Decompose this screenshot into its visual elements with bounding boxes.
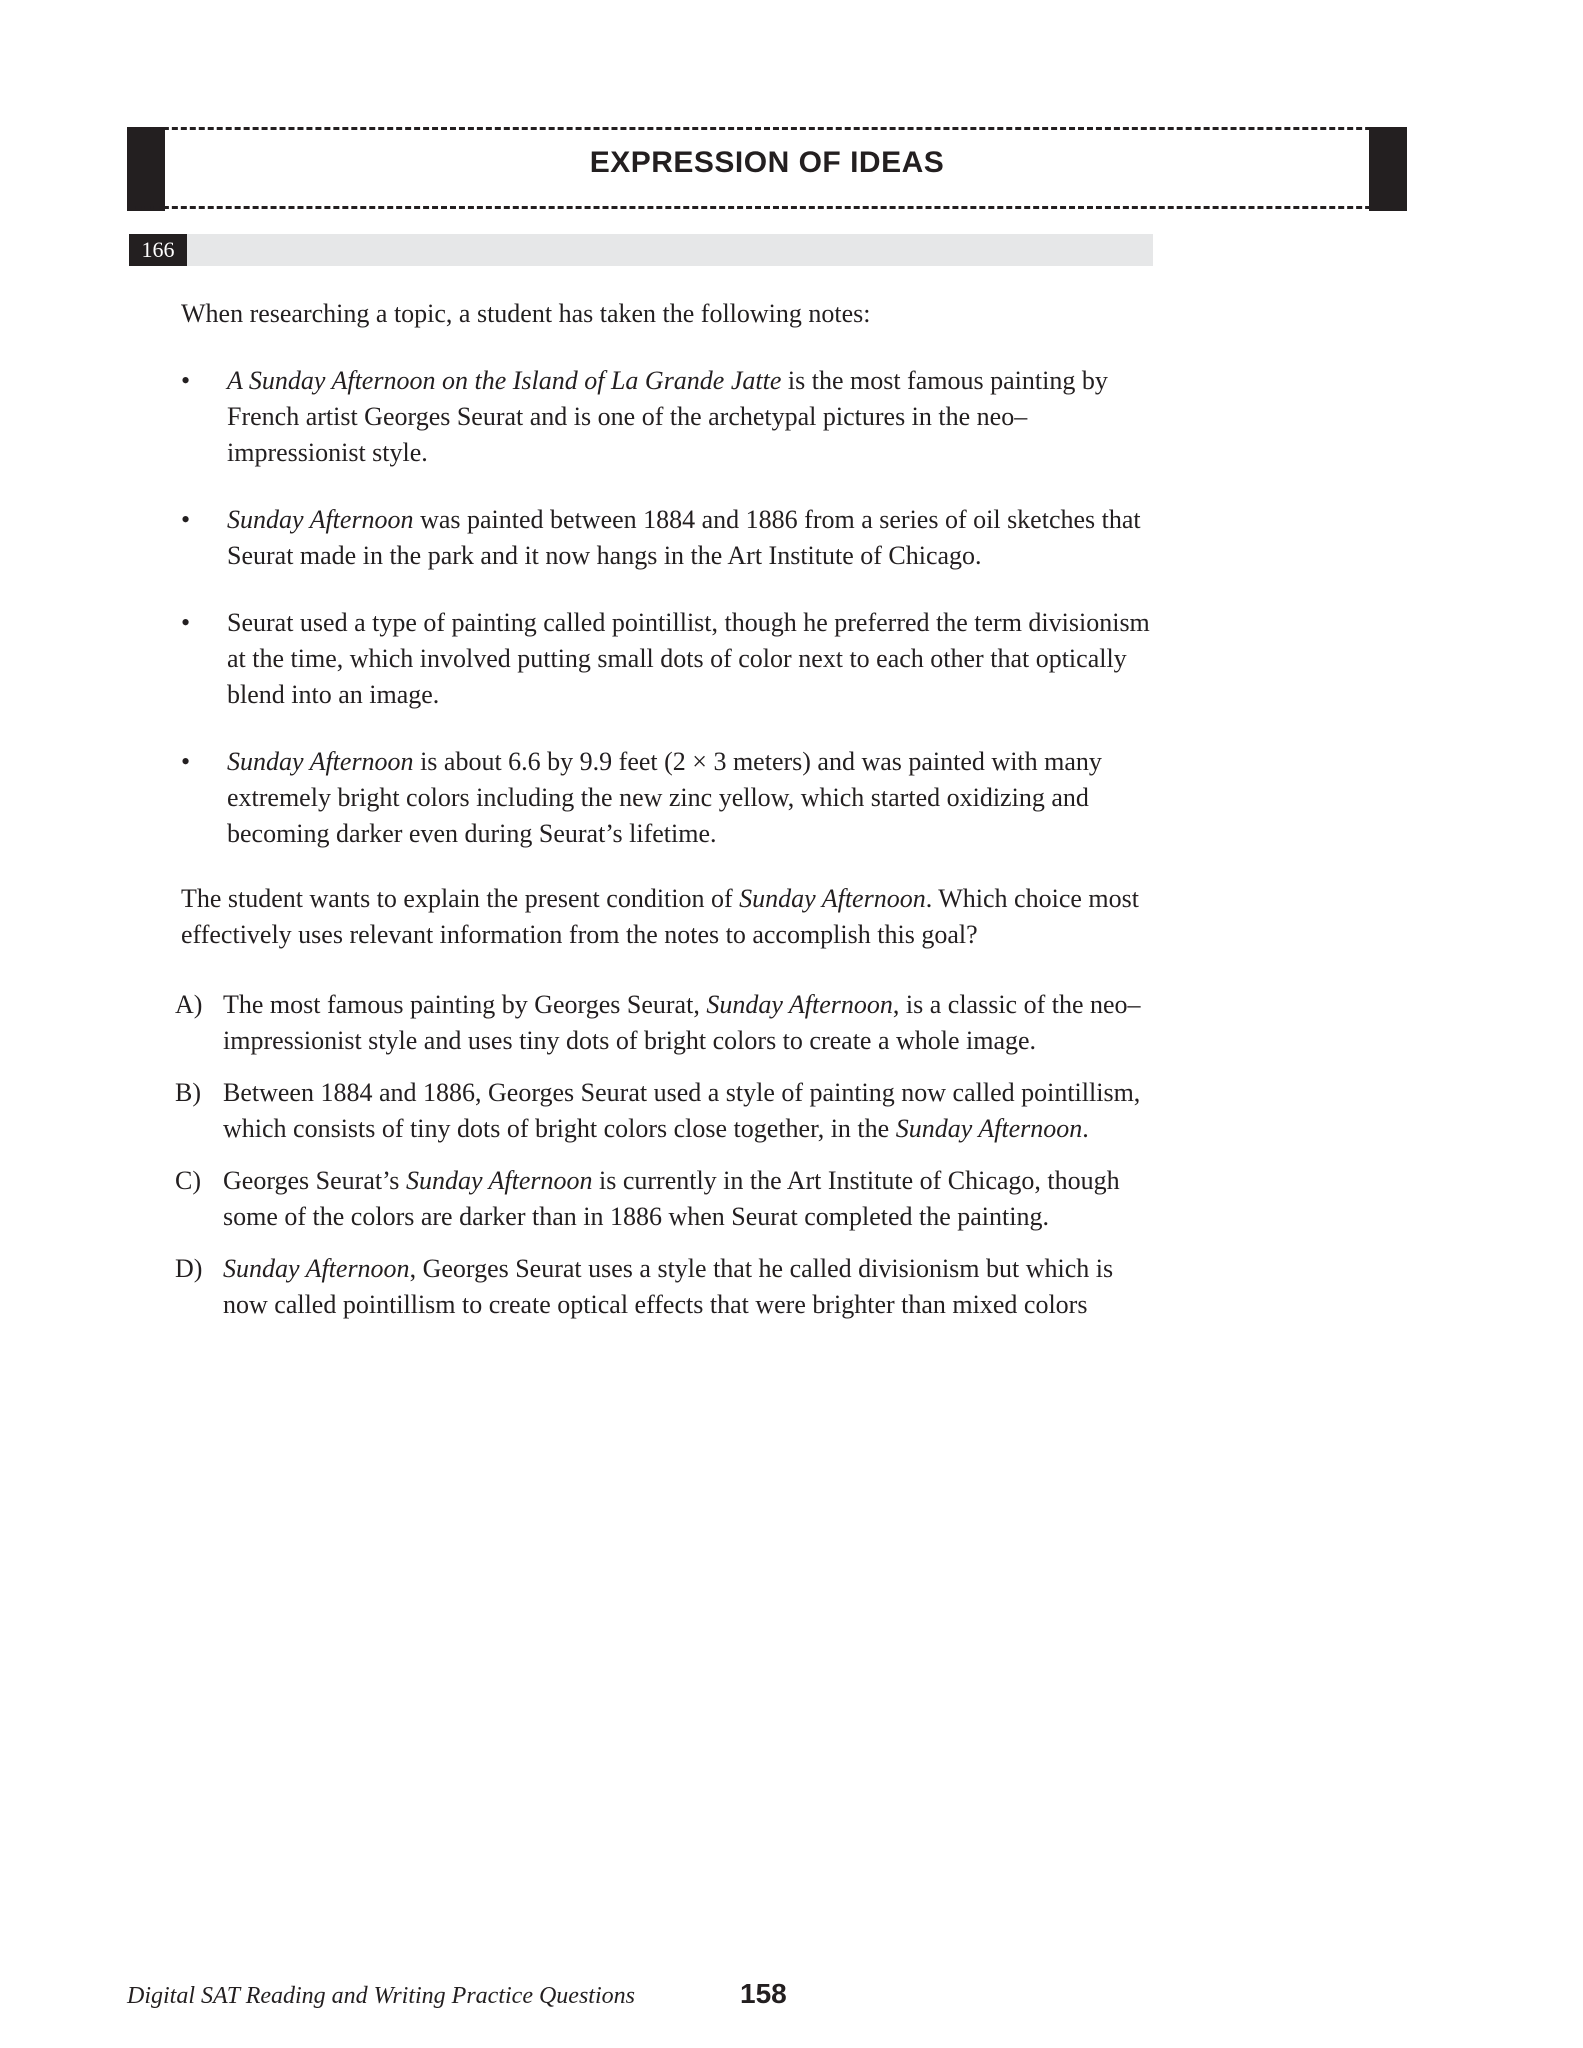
note-text: Seurat used a type of painting called pointillist, though he preferred the term divisionism at the time, which involved putting small dots of color next to each other that optically blend into an image. bbox=[227, 608, 1150, 709]
bullet-icon: • bbox=[181, 366, 191, 395]
answer-choice-a[interactable] bbox=[175, 987, 1151, 1059]
bullet-icon: • bbox=[181, 608, 191, 637]
choice-text-after: is currently in the Art Institute of Chicago, though some of the colors are darker than in 1886 when Seurat completed the painting. bbox=[223, 1166, 1120, 1231]
choice-text-after: , Georges Seurat uses a style that he called divisionism but which is now called pointillism to create optical effects that were brighter than mixed colors bbox=[223, 1254, 1114, 1319]
bullet-icon: • bbox=[181, 505, 191, 534]
question-prompt bbox=[181, 881, 1151, 953]
question-number-strip bbox=[129, 234, 1153, 266]
answer-choice-b[interactable] bbox=[175, 1075, 1151, 1147]
choice-text-after: , is a classic of the neo–impressionist style and uses tiny dots of bright colors to create a whole image. bbox=[223, 990, 1141, 1055]
bullet-icon: • bbox=[181, 747, 191, 776]
choice-letter: D) bbox=[175, 1254, 203, 1283]
note-item bbox=[181, 363, 1151, 471]
note-italic: A Sunday Afternoon on the Island of La Grande Jatte bbox=[227, 366, 782, 395]
choice-letter: A) bbox=[175, 990, 203, 1019]
question-content bbox=[175, 296, 1151, 1339]
note-italic: Sunday Afternoon bbox=[227, 747, 414, 776]
choice-letter: C) bbox=[175, 1166, 201, 1195]
choice-text-before: Between 1884 and 1886, Georges Seurat used a style of painting now called pointillism, which consists of tiny dots of bright colors close together, in the bbox=[223, 1078, 1141, 1143]
answer-choice-c[interactable] bbox=[175, 1163, 1151, 1235]
footer-page-number: 158 bbox=[740, 1978, 787, 2009]
choice-letter: B) bbox=[175, 1078, 201, 1107]
note-item bbox=[181, 502, 1151, 574]
choice-italic: Sunday Afternoon bbox=[405, 1166, 593, 1195]
answer-choice-d[interactable] bbox=[175, 1251, 1151, 1323]
prompt-italic: Sunday Afternoon bbox=[739, 884, 926, 913]
choice-italic: Sunday Afternoon bbox=[706, 990, 893, 1019]
note-italic: Sunday Afternoon bbox=[227, 505, 414, 534]
prompt-text-before: The student wants to explain the present condition of bbox=[181, 884, 740, 913]
choice-text-after: . bbox=[1082, 1114, 1089, 1143]
choice-text-before: Georges Seurat’s bbox=[223, 1166, 406, 1195]
note-item bbox=[181, 605, 1151, 713]
note-item bbox=[181, 744, 1151, 852]
note-text: is the most famous painting by French artist Georges Seurat and is one of the archetypal pictures in the neo–impressionist style. bbox=[227, 366, 1108, 467]
notes-list bbox=[181, 363, 1151, 852]
answer-choices bbox=[175, 987, 1151, 1323]
footer-book-title: Digital SAT Reading and Writing Practice Questions bbox=[127, 1983, 635, 2009]
header-right-bar bbox=[1369, 127, 1407, 211]
choice-italic: Sunday Afternoon bbox=[895, 1114, 1083, 1143]
prompt-text-after: . Which choice most effectively uses relevant information from the notes to accomplish this goal? bbox=[181, 884, 1139, 949]
question-number: 166 bbox=[129, 234, 187, 266]
note-text: was painted between 1884 and 1886 from a series of oil sketches that Seurat made in the park and it now hangs in the Art Institute of Chicago. bbox=[227, 505, 1141, 570]
section-title: EXPRESSION OF IDEAS bbox=[589, 146, 945, 179]
intro-text: When researching a topic, a student has taken the following notes: bbox=[181, 299, 871, 328]
note-text: is about 6.6 by 9.9 feet (2 × 3 meters) and was painted with many extremely bright colors including the new zinc yellow, which started oxidizing and becoming darker even during Seurat’s lifetime. bbox=[227, 747, 1102, 848]
choice-italic: Sunday Afternoon bbox=[223, 1254, 410, 1283]
choice-text-before: The most famous painting by Georges Seurat, bbox=[223, 990, 707, 1019]
